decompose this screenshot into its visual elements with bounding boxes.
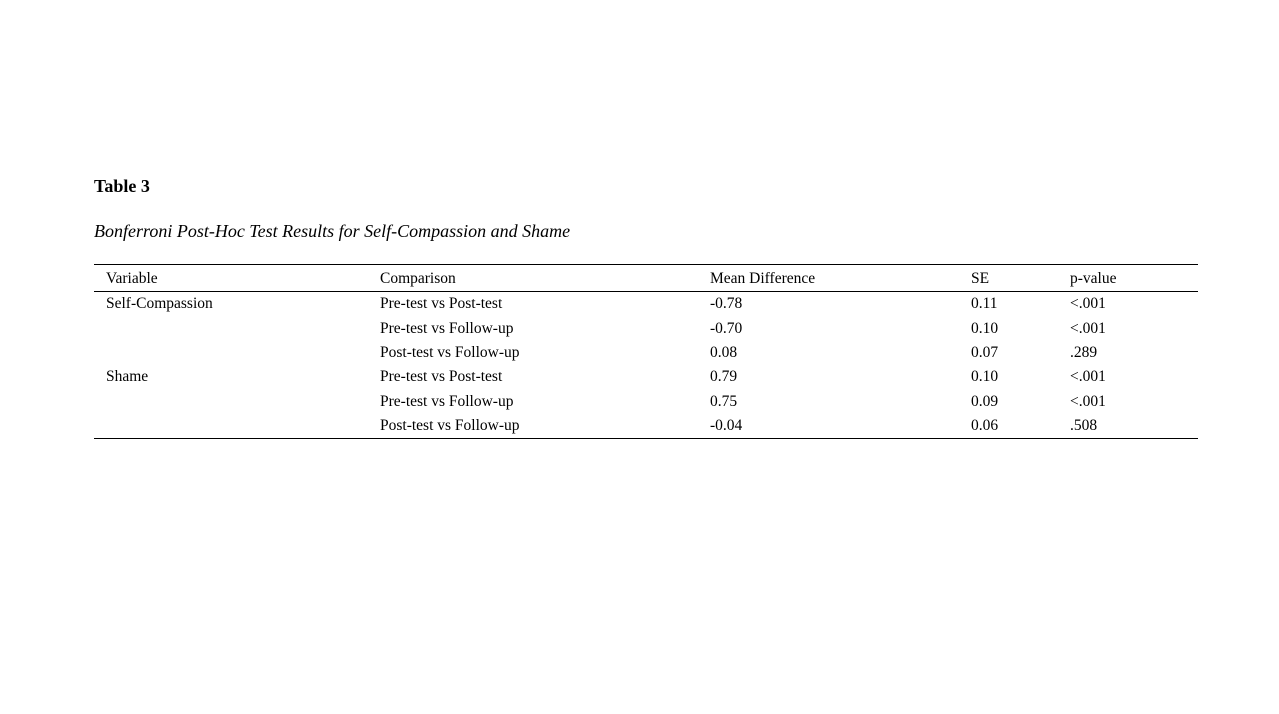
- header-comparison: Comparison: [380, 270, 456, 287]
- cell-se: 0.10: [971, 319, 999, 337]
- table-header: [94, 265, 1198, 292]
- table-row: [94, 390, 1198, 414]
- cell-mean-difference: 0.08: [710, 343, 738, 361]
- cell-se: 0.06: [971, 417, 999, 435]
- table-row: [94, 365, 1198, 389]
- cell-se: 0.07: [971, 343, 999, 361]
- header-se: SE: [971, 270, 990, 287]
- cell-se: 0.10: [971, 368, 999, 386]
- cell-variable: [94, 316, 380, 340]
- cell-variable: [94, 390, 380, 414]
- cell-variable: [94, 414, 380, 439]
- cell-variable: [94, 341, 380, 365]
- table-number: Table 3: [94, 176, 150, 196]
- cell-p-value: <.001: [1070, 392, 1106, 410]
- cell-mean-difference: 0.75: [710, 392, 738, 410]
- table-row: [94, 316, 1198, 340]
- table-row: [94, 414, 1198, 439]
- header-row: [94, 265, 1198, 292]
- cell-variable: Self-Compassion: [106, 295, 213, 313]
- cell-p-value: <.001: [1070, 368, 1106, 386]
- cell-p-value: <.001: [1070, 295, 1106, 313]
- cell-comparison: Post-test vs Follow-up: [380, 343, 520, 361]
- cell-comparison: Pre-test vs Follow-up: [380, 392, 514, 410]
- table-body: [94, 292, 1198, 439]
- header-mean-difference: Mean Difference: [710, 270, 816, 287]
- cell-comparison: Pre-test vs Post-test: [380, 368, 503, 386]
- cell-se: 0.11: [971, 295, 998, 313]
- cell-mean-difference: -0.78: [710, 295, 743, 313]
- header-variable: Variable: [106, 270, 158, 287]
- cell-comparison: Pre-test vs Follow-up: [380, 319, 514, 337]
- cell-p-value: .289: [1070, 343, 1098, 361]
- cell-mean-difference: -0.70: [710, 319, 743, 337]
- cell-p-value: .508: [1070, 417, 1098, 435]
- cell-p-value: <.001: [1070, 319, 1106, 337]
- header-p-value: p-value: [1070, 270, 1117, 287]
- table-title: Bonferroni Post-Hoc Test Results for Self-Compassion and Shame: [94, 221, 571, 241]
- cell-se: 0.09: [971, 392, 999, 410]
- cell-comparison: Post-test vs Follow-up: [380, 417, 520, 435]
- table-row: [94, 292, 1198, 317]
- results-table: [94, 264, 1198, 439]
- table-row: [94, 341, 1198, 365]
- cell-mean-difference: -0.04: [710, 417, 743, 435]
- cell-comparison: Pre-test vs Post-test: [380, 295, 503, 313]
- cell-mean-difference: 0.79: [710, 368, 738, 386]
- cell-variable: Shame: [106, 368, 149, 386]
